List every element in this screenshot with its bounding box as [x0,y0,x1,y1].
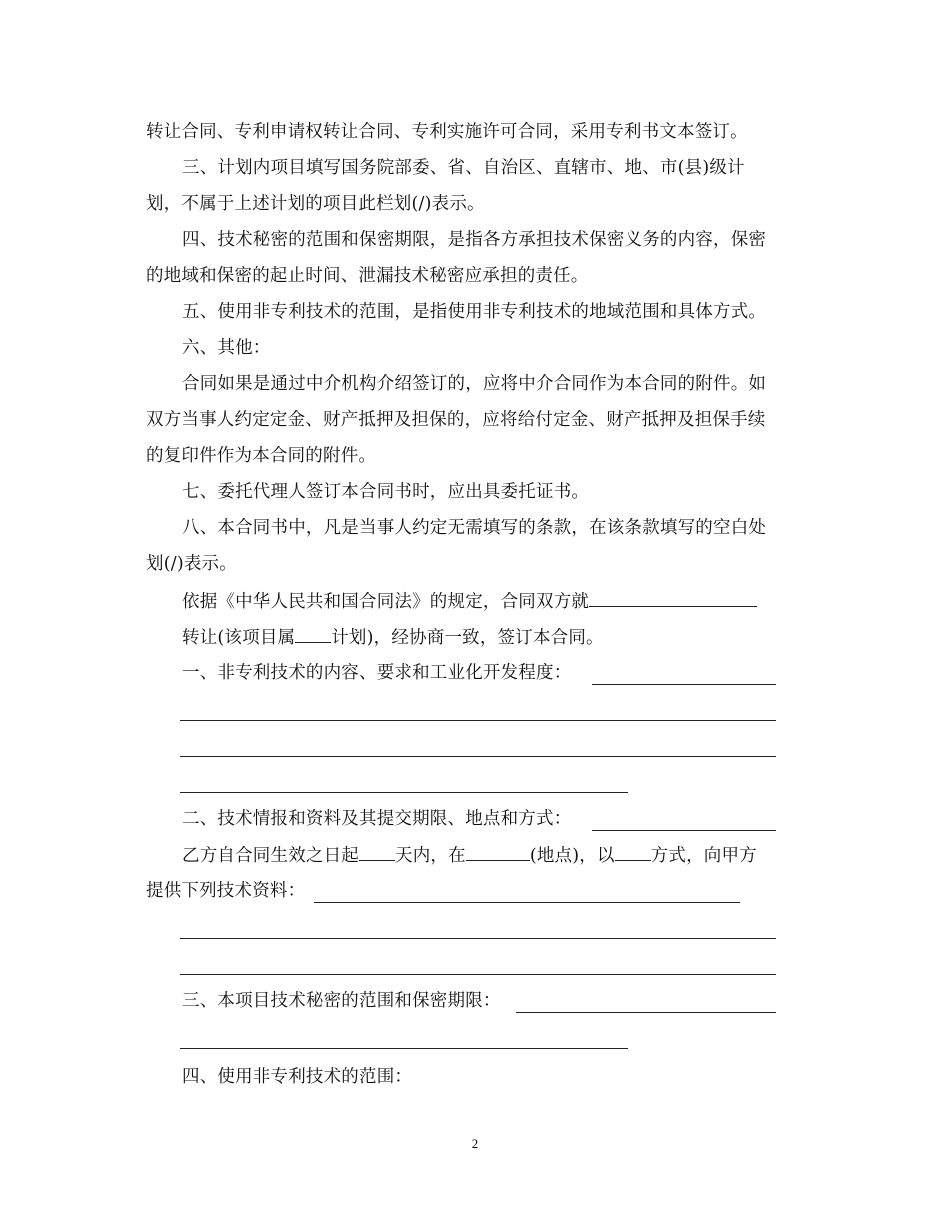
blank-field[interactable] [295,626,331,643]
paragraph-line [182,626,604,649]
paragraph-line: 转让合同、专利申请权转让合同、专利实施许可合同，采用专利书文本签订。 [146,122,748,142]
paragraph-line: 八、本合同书中，凡是当事人约定无需填写的条款，在该条款填写的空白处 [182,518,767,538]
page-number: 2 [471,1136,479,1151]
paragraph-line: 的地域和保密的起止时间、泄漏技术秘密应承担的责任。 [146,266,589,286]
blank-line[interactable] [180,792,628,793]
blank-line[interactable] [314,902,740,903]
paragraph-line: 划，不属于上述计划的项目此栏划(/)表示。 [146,194,485,214]
section-heading [182,990,501,1012]
blank-field[interactable] [466,844,530,861]
blank-line[interactable] [592,830,776,831]
paragraph-text: 提供下列技术资料： [146,881,306,901]
paragraph-line [182,590,757,613]
paragraph-line: 五、使用非专利技术的范围，是指使用非专利技术的地域范围和具体方式。 [182,302,767,322]
paragraph-line: 合同如果是通过中介机构介绍签订的，应将中介合同作为本合同的附件。如 [182,374,767,394]
blank-line[interactable] [516,1012,776,1013]
blank-line[interactable] [180,938,776,939]
section-heading [182,1066,412,1088]
paragraph-text: 转让(该项目属 [182,628,296,648]
blank-line[interactable] [180,756,776,757]
paragraph-text: 计划)，经协商一致，签订本合同。 [331,628,604,648]
paragraph-line: 三、计划内项目填写国务院部委、省、自治区、直辖市、地、市(县)级计 [182,158,745,178]
paragraph-text: (地点)，以 [529,846,615,866]
section-title: 四、使用非专利技术的范围： [182,1067,413,1087]
paragraph-text: 方式，向甲方 [650,846,757,866]
section-heading [182,808,571,830]
paragraph-text: 依据《中华人民共和国合同法》的规定，合同双方就 [182,592,590,612]
blank-field[interactable] [589,590,757,607]
blank-line[interactable] [592,684,776,685]
blank-field[interactable] [615,844,651,861]
section-heading [182,662,571,684]
blank-line[interactable] [180,720,776,721]
blank-field[interactable] [359,844,395,861]
section-title: 二、技术情报和资料及其提交期限、地点和方式： [182,809,572,829]
paragraph-text: 天内，在 [395,846,466,866]
paragraph-line: 划(/)表示。 [146,554,237,574]
paragraph-line: 七、委托代理人签订本合同书时，应出具委托证书。 [182,482,590,502]
paragraph-line [182,844,757,867]
section-title: 一、非专利技术的内容、要求和工业化开发程度： [182,663,572,683]
blank-line[interactable] [180,974,776,975]
paragraph-line [146,880,305,902]
paragraph-line: 的复印件作为本合同的附件。 [146,446,377,466]
paragraph-text: 乙方自合同生效之日起 [182,846,359,866]
paragraph-line: 四、技术秘密的范围和保密期限，是指各方承担技术保密义务的内容，保密 [182,230,767,250]
paragraph-line: 双方当事人约定定金、财产抵押及担保的，应将给付定金、财产抵押及担保手续 [146,410,766,430]
section-title: 三、本项目技术秘密的范围和保密期限： [182,991,501,1011]
blank-line[interactable] [180,1048,628,1049]
paragraph-line: 六、其他： [182,338,271,358]
